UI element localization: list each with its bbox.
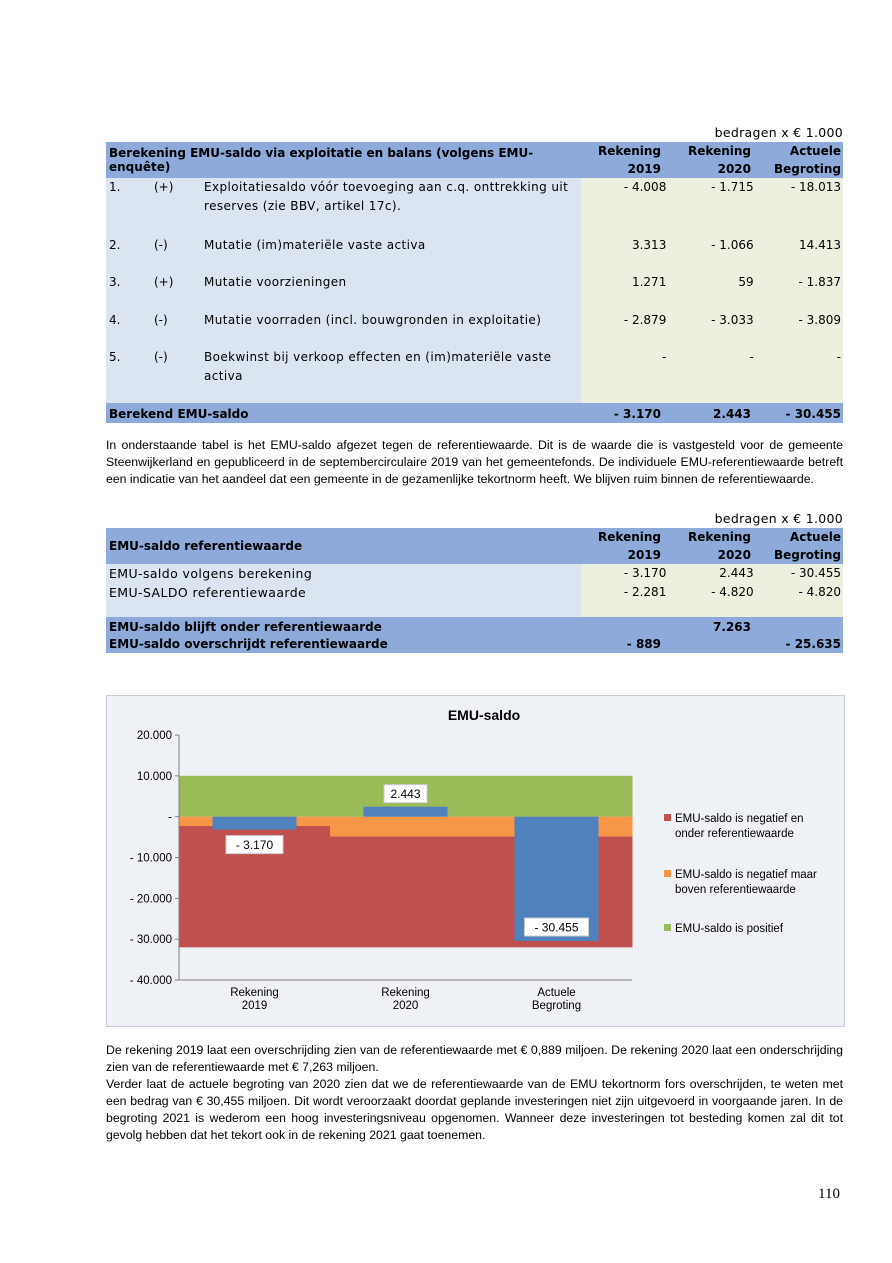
x-tick-label: Actuele: [537, 987, 576, 999]
legend-label: onder referentiewaarde: [675, 828, 794, 840]
footer-value-begroting: - 25.635: [785, 637, 841, 651]
row-value-begroting: - 3.809: [798, 313, 841, 327]
row-value-2020: - 1.715: [711, 180, 754, 194]
footer-value-begroting: [753, 617, 843, 635]
data-label: - 30.455: [534, 920, 579, 935]
row-number: 2.: [109, 238, 121, 252]
band-0-segment: [330, 836, 482, 947]
conclusion-paragraph-2: Verder laat de actuele begroting van 2020 zien dat we de referentiewaarde van de EMU tekortnorm fors overschrijden, te weten met een bedrag van € 30,455 miljoen. Dit wordt veroorzaakt doordat geplande investeringen niet zijn uitgevoerd in voorgaande jaren. In de begroting 2021 is wederom een hoog investeringsniveau opgenomen. Wanneer deze investeringen tot besteding komen zal dit tot gevolg hebben dat het tekort ook in de rekening 2021 gaat toenemen.: [106, 1077, 843, 1142]
y-tick-label: - 10.000: [129, 852, 172, 865]
table2-unit: bedragen x € 1.000: [714, 511, 843, 526]
row-value-2020: - 4.820: [711, 585, 754, 599]
table2-col-3: Actuele Begroting: [773, 530, 841, 562]
table2-header: [106, 528, 843, 564]
row-value-2019: 1.271: [631, 275, 667, 289]
page-number: 110: [818, 1186, 840, 1202]
row-description: EMU-SALDO referentiewaarde: [109, 585, 307, 600]
footer-label: Berekend EMU-saldo: [109, 407, 249, 421]
row-sign: (+): [154, 180, 174, 194]
row-description: Mutatie voorraden (incl. bouwgronden in exploitatie): [204, 313, 542, 327]
row-value-begroting: -: [836, 350, 841, 364]
chart-svg: [107, 696, 844, 1026]
row-value-2020: - 3.033: [711, 313, 754, 327]
legend-label: boven referentiewaarde: [675, 884, 796, 896]
row-number: 1.: [109, 180, 121, 194]
footer-label: EMU-saldo overschrijdt referentiewaarde: [109, 637, 388, 651]
table2-title: EMU-saldo referentiewaarde: [109, 539, 303, 553]
emu-saldo-bar: [213, 817, 297, 830]
table2-row: [106, 564, 843, 583]
band-2-segment: [179, 776, 331, 817]
x-tick-label: 2020: [392, 1000, 419, 1012]
footer-value-2020: 7.263: [713, 620, 751, 634]
row-value-2019: 3.313: [631, 238, 667, 252]
row-value-2019: - 3.170: [623, 566, 667, 580]
row-value-begroting: - 18.013: [790, 180, 841, 194]
row-value-begroting: - 1.837: [798, 275, 841, 289]
footer-label: EMU-saldo blijft onder referentiewaarde: [109, 620, 382, 634]
x-tick-label: Rekening: [381, 987, 430, 999]
x-tick-label: 2019: [241, 1000, 268, 1012]
footer-value-2020: [663, 635, 753, 653]
table1-row: [106, 236, 843, 273]
table2-col-1: Rekening 2019: [598, 530, 661, 562]
row-value-2020: -: [749, 350, 754, 364]
data-label: 2.443: [390, 787, 421, 802]
row-value-2019: - 4.008: [623, 180, 667, 194]
footer-value-begroting: - 30.455: [785, 407, 841, 421]
emu-saldo-chart: [106, 695, 845, 1027]
table2-spacer-row: [106, 602, 843, 617]
row-number: 5.: [109, 350, 121, 364]
band-2-segment: [481, 776, 633, 817]
row-value-begroting: - 4.820: [798, 585, 841, 599]
band-1-segment: [330, 817, 482, 837]
table1-unit: bedragen x € 1.000: [714, 125, 843, 140]
footer-value-2020: 2.443: [713, 407, 751, 421]
table1-footer: [106, 403, 843, 423]
intro-paragraph: In onderstaande tabel is het EMU-saldo afgezet tegen de referentiewaarde. Dit is de waarde die is vastgesteld voor de gemeente Steenwijkerland en gepubliceerd in de septembercirculaire 2019 van het gemeentefonds. De individuele EMU-referentiewaarde betreft een indicatie van het aandeel dat een gemeente in de gezamenlijke tekortnorm heeft. We blijven ruim binnen de referentiewaarde.: [106, 438, 843, 486]
row-number: 4.: [109, 313, 121, 327]
data-label: - 3.170: [235, 838, 274, 853]
y-tick-label: 20.000: [136, 730, 172, 742]
table2-row: [106, 583, 843, 602]
table1-col-1: Rekening 2019: [598, 144, 661, 176]
table1-row: [106, 311, 843, 348]
emu-calculation-table: [106, 124, 843, 423]
table2-col-2: Rekening 2020: [688, 530, 751, 562]
row-value-2020: 2.443: [719, 566, 754, 580]
table1-row: [106, 348, 843, 403]
row-value-begroting: - 30.455: [790, 566, 841, 580]
conclusion-paragraph-1: De rekening 2019 laat een overschrijding zien van de referentiewaarde met € 0,889 miljoen. De rekening 2020 laat een onderschrijding zien van de referentiewaarde met € 7,263 miljoen.: [106, 1043, 843, 1074]
footer-value-2019: - 3.170: [613, 407, 661, 421]
emu-reference-table: [106, 510, 843, 653]
y-tick-label: -: [168, 811, 172, 824]
row-value-2020: - 1.066: [711, 238, 754, 252]
emu-saldo-bar: [364, 807, 448, 817]
table1-title: Berekening EMU-saldo via exploitatie en balans (volgens EMU-enquête): [109, 146, 534, 174]
legend-swatch: [664, 814, 671, 821]
row-number: 3.: [109, 275, 121, 289]
row-sign: (+): [154, 275, 174, 289]
row-description: EMU-saldo volgens berekening: [109, 566, 313, 581]
x-tick-label: Rekening: [230, 987, 279, 999]
row-description: Boekwinst bij verkoop effecten en (im)materiële vaste activa: [204, 350, 552, 383]
table1-header: [106, 142, 843, 178]
row-description: Mutatie voorzieningen: [204, 275, 347, 289]
x-tick-label: Begroting: [531, 1000, 582, 1012]
row-value-2019: - 2.879: [623, 313, 667, 327]
footer-value-2019: [573, 617, 663, 635]
footer-value-2019: - 889: [626, 637, 661, 651]
row-description: Exploitatiesaldo vóór toevoeging aan c.q. onttrekking uit reserves (zie BBV, artikel 17c).: [204, 180, 569, 213]
table2-footer-row: [106, 635, 843, 653]
row-value-begroting: 14.413: [798, 238, 841, 252]
row-value-2020: 59: [738, 275, 754, 289]
y-tick-label: - 40.000: [129, 975, 172, 987]
table2-footer-row: [106, 617, 843, 635]
legend-swatch: [664, 870, 671, 877]
y-tick-label: - 20.000: [129, 893, 172, 906]
row-description: Mutatie (im)materiële vaste activa: [204, 238, 426, 252]
row-sign: (-): [154, 313, 168, 327]
table1-row: [106, 273, 843, 311]
row-sign: (-): [154, 238, 168, 252]
legend-swatch: [664, 924, 671, 931]
table1-col-2: Rekening 2020: [688, 144, 751, 176]
chart-title: EMU-saldo: [447, 707, 521, 723]
table1-col-3: Actuele Begroting: [773, 144, 841, 176]
row-value-2019: - 2.281: [623, 585, 667, 599]
legend-label: EMU-saldo is negatief en: [675, 813, 804, 825]
row-sign: (-): [154, 350, 168, 364]
y-tick-label: 10.000: [136, 770, 172, 783]
legend-label: EMU-saldo is positief: [675, 923, 784, 935]
row-value-2019: -: [661, 350, 667, 364]
legend-label: EMU-saldo is negatief maar: [675, 869, 817, 881]
table1-row: [106, 178, 843, 236]
y-tick-label: - 30.000: [129, 934, 172, 947]
